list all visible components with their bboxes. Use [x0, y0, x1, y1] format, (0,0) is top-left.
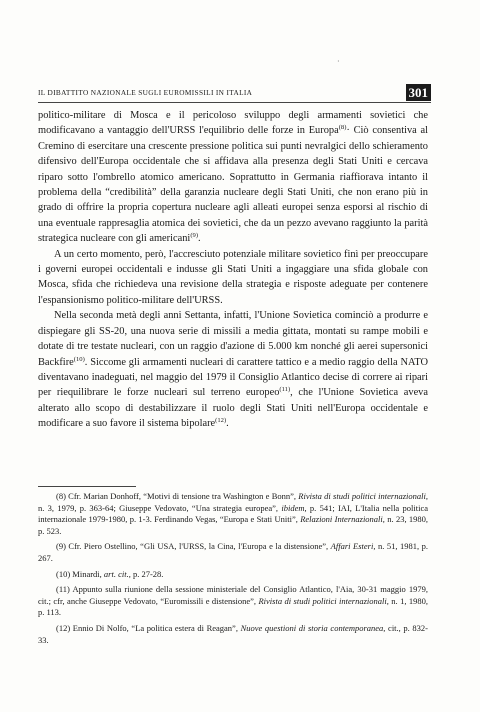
- page-number: 301: [406, 84, 432, 101]
- footnote-12: (12) Ennio Di Nolfo, “La politica estera di Reagan”, Nuove questioni di storia contemporanea, cit., p. 832-33.: [38, 622, 428, 645]
- footnote-9: (9) Cfr. Piero Ostellino, “Gli USA, l'URSS, la Cina, l'Europa e la distensione”, Affari Esteri, n. 51, 1981, p. 267.: [38, 541, 429, 563]
- footnote-ref-8[interactable]: (8): [338, 124, 347, 132]
- footnote-rule: [38, 486, 136, 487]
- paragraph-1: politico-militare di Mosca e il pericoloso sviluppo degli armamenti sovietici che modificavano a vantaggio dell'URSS l'equilibrio delle forze in Europa$^{(8)}$· Ciò consentiva al Cremino di esercitare una crescente pressione politica sui punti nevralgici dello schieramento difensivo dell'Europa occidentale che si affidava alla presenza degli Stati Uniti e cercava riparo sotto l'ombrello atomico americano. Soprattutto in Germania riaffiorava intanto il problema della “credibilità” della garanzia nucleare degli Stati Uniti, che non erano più in grado di offrire la propria copertura nucleare agli alleati europei senza esporsi al rischio di una eventuale rappresaglia atomica dei sovietici, che da un pezzo avevano raggiunto la parità strategica nucleare con gli americani$^{(9)}$.: [38, 110, 428, 245]
- running-header: [38, 86, 431, 103]
- footnote-ref-11[interactable]: (11): [279, 386, 291, 394]
- running-title: IL DIBATTITO NAZIONALE SUGLI EUROMISSILI IN ITALIA: [38, 88, 253, 97]
- footnote-8: (8) Cfr. Marian Donhoff, “Motivi di tensione tra Washington e Bonn”, Rivista di studi politici internazionali, n. 3, 1979, p. 363-64; Giuseppe Vedovato, “Una strategia europea”, ibidem, p. 541; IAI, L'Italia nella politica internazionale 1979-1980, p. 1-3. Ferdinando Vegas, “Europa e Stati Uniti”, Relazioni Internazionali, n. 23, 1980, p. 523.: [38, 491, 429, 536]
- footnote-ref-12[interactable]: (12): [215, 417, 227, 425]
- footnotes: [38, 491, 428, 650]
- footnote-ref-9[interactable]: (9): [190, 232, 199, 240]
- paragraph-2: A un certo momento, però, l'accresciuto potenziale militare sovietico finì per preoccupare i governi europei occidentali e indusse gli Stati Uniti a ingaggiare una sfida globale con Mosca, sfida che richiedeva una revisione della strategia e risposte adeguate per contenere l'espansionismo politico-militare dell'URSS.: [38, 248, 428, 306]
- paragraph-3: Nella seconda metà degli anni Settanta, infatti, l'Unione Sovietica cominciò a produrre e dispiegare gli SS-20, una nuova serie di missili a media gittata, montati su rampe mobili e dotate di tre testate nucleari, con un raggio d'azione di 5.000 km nonché gli aerei supersonici Backfire$^{(10)}$. Siccome gli armamenti nucleari di carattere tattico e a medio raggio della NATO diventavano inadeguati, nel maggio del 1979 il Consiglio Atlantico decise di correre ai ripari per riequilibrare le forze nucleari sul terreno europeo$^{(11)}$, che l'Unione Sovietica aveva alterato allo scopo di destabilizzare il ruolo degli Stati Uniti nell'Europa occidentale e modificare a suo favore il sistema bipolare$^{(12)}$.: [38, 310, 428, 430]
- stray-mark: ·: [337, 57, 340, 66]
- footnote-10: (10) Minardi, art. cit., p. 27-28.: [56, 568, 164, 579]
- footnote-11: (11) Appunto sulla riunione della sessione ministeriale del Consiglio Atlantico, l'Aia, 30-31 maggio 1979, cit.; cfr, anche Giuseppe Vedovato, “Euromissili e distensione”, Rivista di studi politici internazionali, n. 1, 1980, p. 113.: [38, 584, 428, 618]
- body-text: [38, 108, 428, 432]
- footnote-ref-10[interactable]: (10): [73, 355, 85, 363]
